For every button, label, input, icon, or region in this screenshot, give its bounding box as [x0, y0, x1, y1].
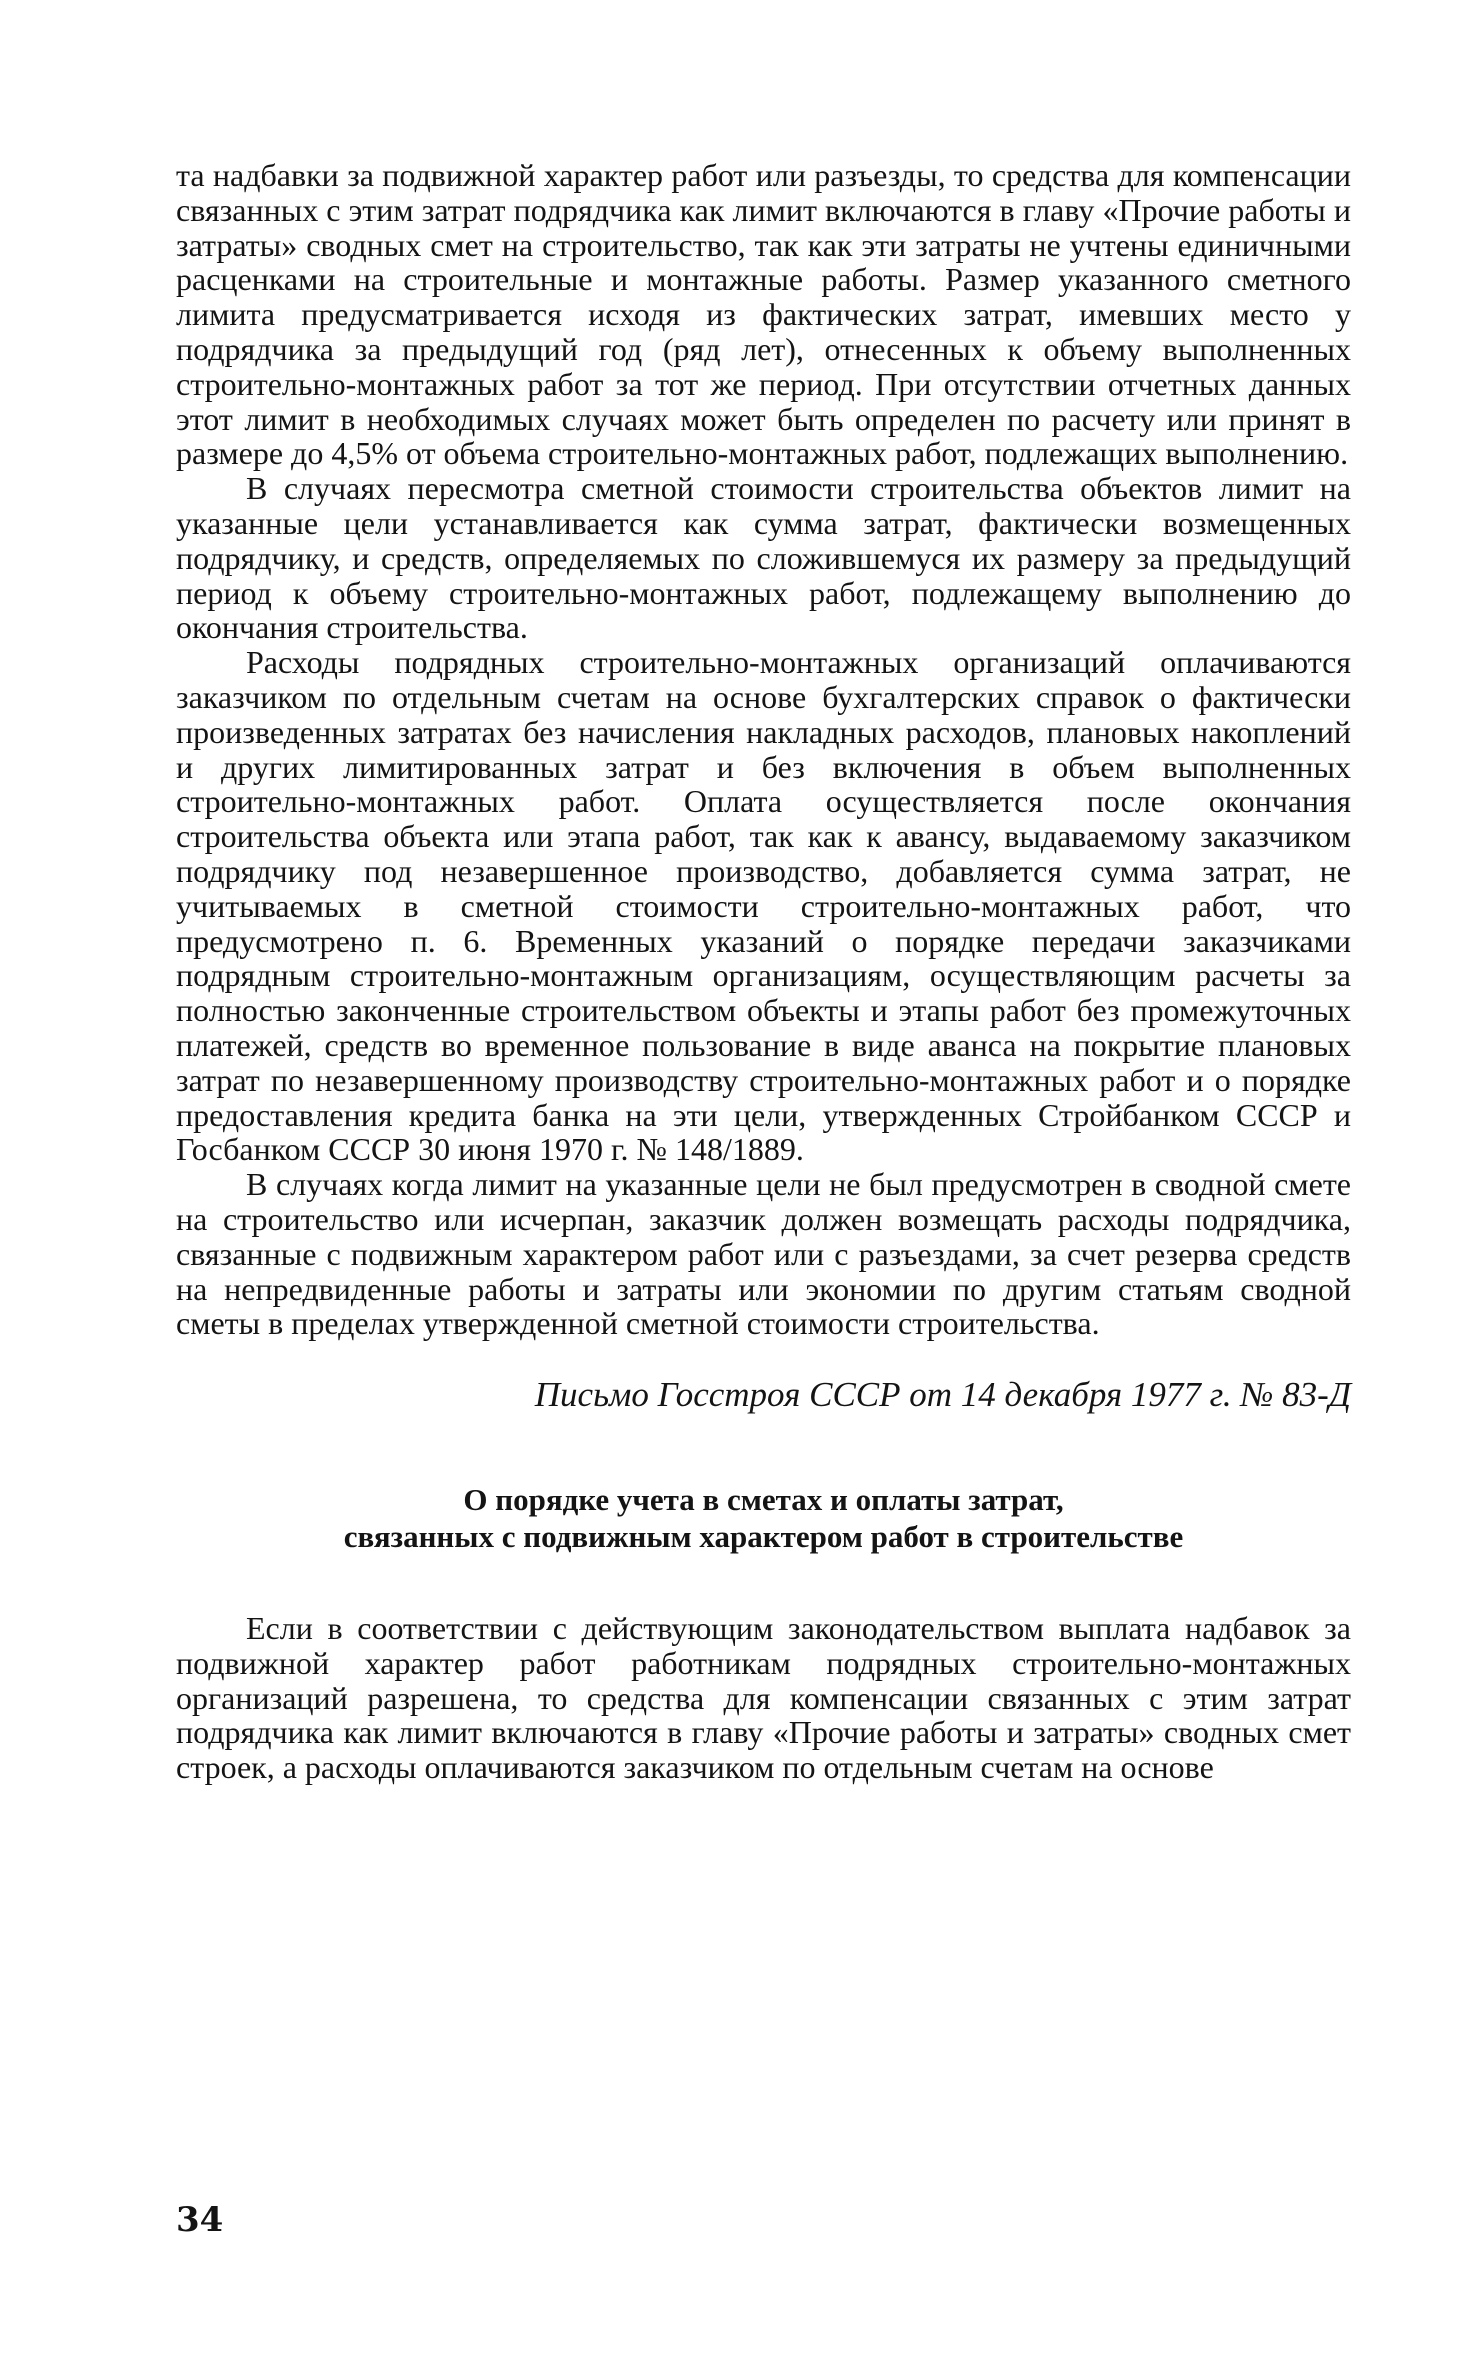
page-number: 34	[176, 2200, 224, 2240]
letter-reference: Письмо Госстроя СССР от 14 декабря 1977 г. № 83-Д	[534, 1375, 1351, 1415]
paragraph-revision: В случаях пересмотра сметной стоимости строительства объектов лимит на указанные цели устанавливается как сумма затрат, фактически возмещенных подрядчику, и средств, определяемых по сложившемуся их размеру за предыдущий период к объему строительно-монтажных работ, подлежащему выполнению до окончания строительства.	[176, 470, 1351, 646]
paragraph-expenses: Расходы подрядных строительно-монтажных организаций оплачиваются заказчиком по отдельным счетам на основе бухгалтерских справок о фактически произведенных затратах без начисления накладных расходов, плановых накоплений и других лимитированных затрат и без включения в объем выполненных строительно-монтажных работ. Оплата осуществляется после окончания строительства объекта или этапа работ, так как к авансу, выдаваемому заказчиком подрядчику под незавершенное производство, добавляется сумма затрат, не учитываемых в сметной стоимости строительно-монтажных работ, что предусмотрено п. 6. Временных указаний о порядке передачи заказчиками подрядным строительно-монтажным организациям, осуществляющим расчеты за полностью законченные строительством объекты и этапы работ без промежуточных платежей, средств во временное пользование в виде аванса на покрытие плановых затрат по незавершенному производству строительно-монтажных работ и о порядке предоставления кредита банка на эти цели, утвержденных Стройбанком СССР и Госбанком СССР 30 июня 1970 г. № 148/1889.	[176, 644, 1351, 1168]
paragraph-final: Если в соответствии с действующим законодательством выплата надбавок за подвижной характер работ работникам подрядных строительно-монтажных организаций разрешена, то средства для компенсации связанных с этим затрат подрядчика как лимит включаются в главу «Прочие работы и затраты» сводных смет строек, а расходы оплачиваются заказчиком по отдельным счетам на основе	[176, 1610, 1351, 1786]
paragraph-reserve: В случаях когда лимит на указанные цели не был предусмотрен в сводной смете на строительство или исчерпан, заказчик должен возмещать расходы подрядчика, связанные с подвижным характером работ или с разъездами, за счет резерва средств на непредвиденные работы и затраты или экономии по другим статьям сводной сметы в пределах утвержденной сметной стоимости строительства.	[176, 1166, 1351, 1342]
section-heading-line-1: О порядке учета в сметах и оплаты затрат,	[463, 1482, 1064, 1518]
section-heading-line-2: связанных с подвижным характером работ в строительстве	[343, 1519, 1184, 1555]
paragraph-continuation: та надбавки за подвижной характер работ или разъезды, то средства для компенсации связанных с этим затрат подрядчика как лимит включаются в главу «Прочие работы и затраты» сводных смет на строительство, так как эти затраты не учтены единичными расценками на строительные и монтажные работы. Размер указанного сметного лимита предусматривается исходя из фактических затрат, имевших место у подрядчика за предыдущий год (ряд лет), отнесенных к объему выполненных строительно-монтажных работ за тот же период. При отсутствии отчетных данных этот лимит в необходимых случаях может быть определен по расчету или принят в размере до 4,5% от объема строительно-монтажных работ, подлежащих выполнению.	[176, 157, 1351, 472]
section-heading	[176, 1481, 1351, 1555]
document-page	[176, 158, 1351, 1785]
